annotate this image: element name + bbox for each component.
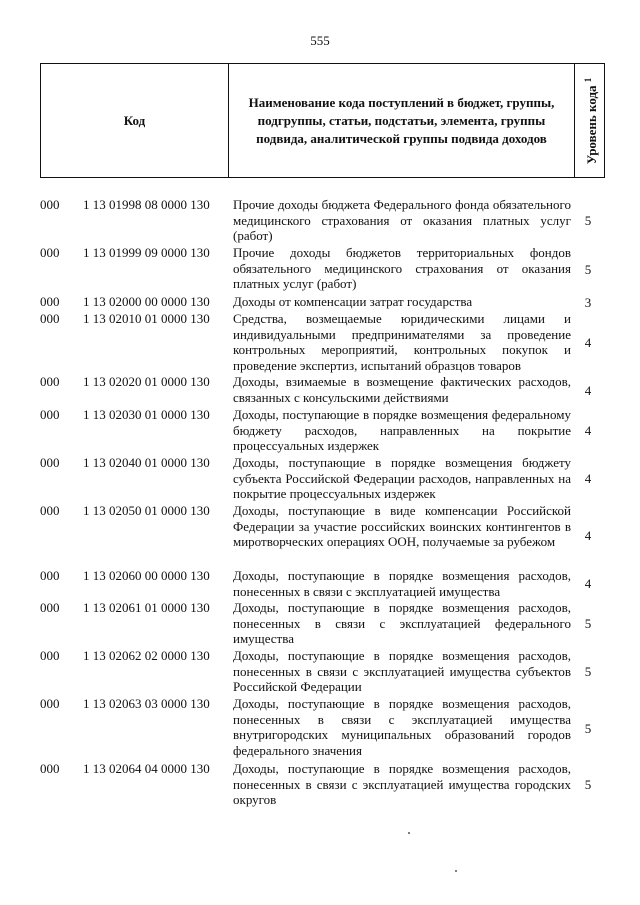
row-prefix: 000 xyxy=(40,311,60,326)
row-prefix: 000 xyxy=(40,455,60,470)
row-prefix: 000 xyxy=(40,503,60,518)
row-code: 1 13 02063 03 0000 130 xyxy=(83,696,210,711)
table-header xyxy=(40,63,605,178)
header-level-footnote: 1 xyxy=(582,77,593,82)
scan-speck xyxy=(455,870,457,872)
row-level: 5 xyxy=(584,777,592,793)
table-row xyxy=(40,648,605,696)
row-level: 5 xyxy=(584,616,592,632)
row-prefix: 000 xyxy=(40,600,60,615)
table-row xyxy=(40,568,605,600)
row-prefix: 000 xyxy=(40,568,60,583)
table-row xyxy=(40,294,605,311)
row-code: 1 13 02040 01 0000 130 xyxy=(83,455,210,470)
table-row xyxy=(40,600,605,648)
table-row xyxy=(40,374,605,407)
table-row xyxy=(40,761,605,809)
row-level: 5 xyxy=(584,213,592,229)
header-level-label: Уровень кода xyxy=(583,84,599,164)
header-code: Код xyxy=(41,64,229,177)
row-prefix: 000 xyxy=(40,696,60,711)
row-prefix: 000 xyxy=(40,197,60,212)
row-prefix: 000 xyxy=(40,294,60,309)
table-body xyxy=(40,197,605,809)
row-prefix: 000 xyxy=(40,648,60,663)
row-code: 1 13 02061 01 0000 130 xyxy=(83,600,210,615)
row-code: 1 13 02060 00 0000 130 xyxy=(83,568,210,583)
row-name: Прочие доходы бюджета Федерального фонда обязательного медицинского страхования от оказания платных услуг (работ) xyxy=(233,197,571,244)
row-name: Доходы, поступающие в порядке возмещения расходов, понесенных в связи с эксплуатацией имущества внутригородских муниципальных образований городов федерального значения xyxy=(233,696,571,758)
table-row xyxy=(40,311,605,374)
row-code: 1 13 02010 01 0000 130 xyxy=(83,311,210,326)
row-level: 4 xyxy=(584,382,592,398)
row-name: Доходы, взимаемые в возмещение фактических расходов, связанных с консульскими действиями xyxy=(233,374,571,405)
header-level-text xyxy=(578,77,600,164)
row-code: 1 13 02050 01 0000 130 xyxy=(83,503,210,518)
row-code: 1 13 01998 08 0000 130 xyxy=(83,197,210,212)
row-prefix: 000 xyxy=(40,245,60,260)
row-code: 1 13 02064 04 0000 130 xyxy=(83,761,210,776)
table-row xyxy=(40,455,605,503)
row-name: Доходы, поступающие в порядке возмещения бюджету субъекта Российской Федерации расходов, направленных на покрытие процессуальных издержек xyxy=(233,455,571,502)
row-name: Прочие доходы бюджетов территориальных фондов обязательного медицинского страхования от оказания платных услуг (работ) xyxy=(233,245,571,292)
row-name: Доходы, поступающие в порядке возмещения расходов, понесенных в связи с эксплуатацией имущества субъектов Российской Федерации xyxy=(233,648,571,695)
row-name: Доходы, поступающие в порядке возмещения расходов, понесенных в связи с эксплуатацией имущества городских округов xyxy=(233,761,571,808)
page-number: 555 xyxy=(310,33,330,48)
row-level: 4 xyxy=(584,423,592,439)
row-code: 1 13 01999 09 0000 130 xyxy=(83,245,210,260)
row-code: 1 13 02062 02 0000 130 xyxy=(83,648,210,663)
table-row xyxy=(40,696,605,761)
row-level: 5 xyxy=(584,261,592,277)
row-name: Доходы, поступающие в порядке возмещения федеральному бюджету расходов, направленных на покрытие процессуальных издержек xyxy=(233,407,571,454)
header-level xyxy=(575,64,604,177)
row-level: 3 xyxy=(584,294,592,310)
row-level: 4 xyxy=(584,334,592,350)
table-row xyxy=(40,197,605,245)
scan-speck xyxy=(408,832,410,834)
row-prefix: 000 xyxy=(40,407,60,422)
row-level: 5 xyxy=(584,664,592,680)
row-code: 1 13 02030 01 0000 130 xyxy=(83,407,210,422)
row-name: Доходы от компенсации затрат государства xyxy=(233,294,473,309)
row-name: Доходы, поступающие в порядке возмещения расходов, понесенных в связи с эксплуатацией имущества xyxy=(233,568,571,599)
row-level: 5 xyxy=(584,720,592,736)
row-prefix: 000 xyxy=(40,374,60,389)
header-name: Наименование кода поступлений в бюджет, группы, подгруппы, статьи, подстатьи, элемента, группы подвида, аналитической группы подвида доходов xyxy=(229,64,575,177)
table-row xyxy=(40,245,605,294)
row-name: Доходы, поступающие в порядке возмещения расходов, понесенных в связи с эксплуатацией федерального имущества xyxy=(233,600,571,647)
row-name: Средства, возмещаемые юридическими лицами и индивидуальными предпринимателями за проведение контрольных мероприятий, контрольных покупок и проведение экспертиз, испытаний образцов товаров xyxy=(233,311,571,373)
row-level: 4 xyxy=(584,471,592,487)
table-row xyxy=(40,503,605,568)
row-code: 1 13 02000 00 0000 130 xyxy=(83,294,210,309)
row-name: Доходы, поступающие в виде компенсации Российской Федерации за участие российских воинских контингентов в миротворческих операциях ООН, получаемые за рубежом xyxy=(233,503,571,550)
row-code: 1 13 02020 01 0000 130 xyxy=(83,374,210,389)
row-prefix: 000 xyxy=(40,761,60,776)
table-row xyxy=(40,407,605,455)
row-level: 4 xyxy=(584,527,592,543)
row-level: 4 xyxy=(584,576,592,592)
